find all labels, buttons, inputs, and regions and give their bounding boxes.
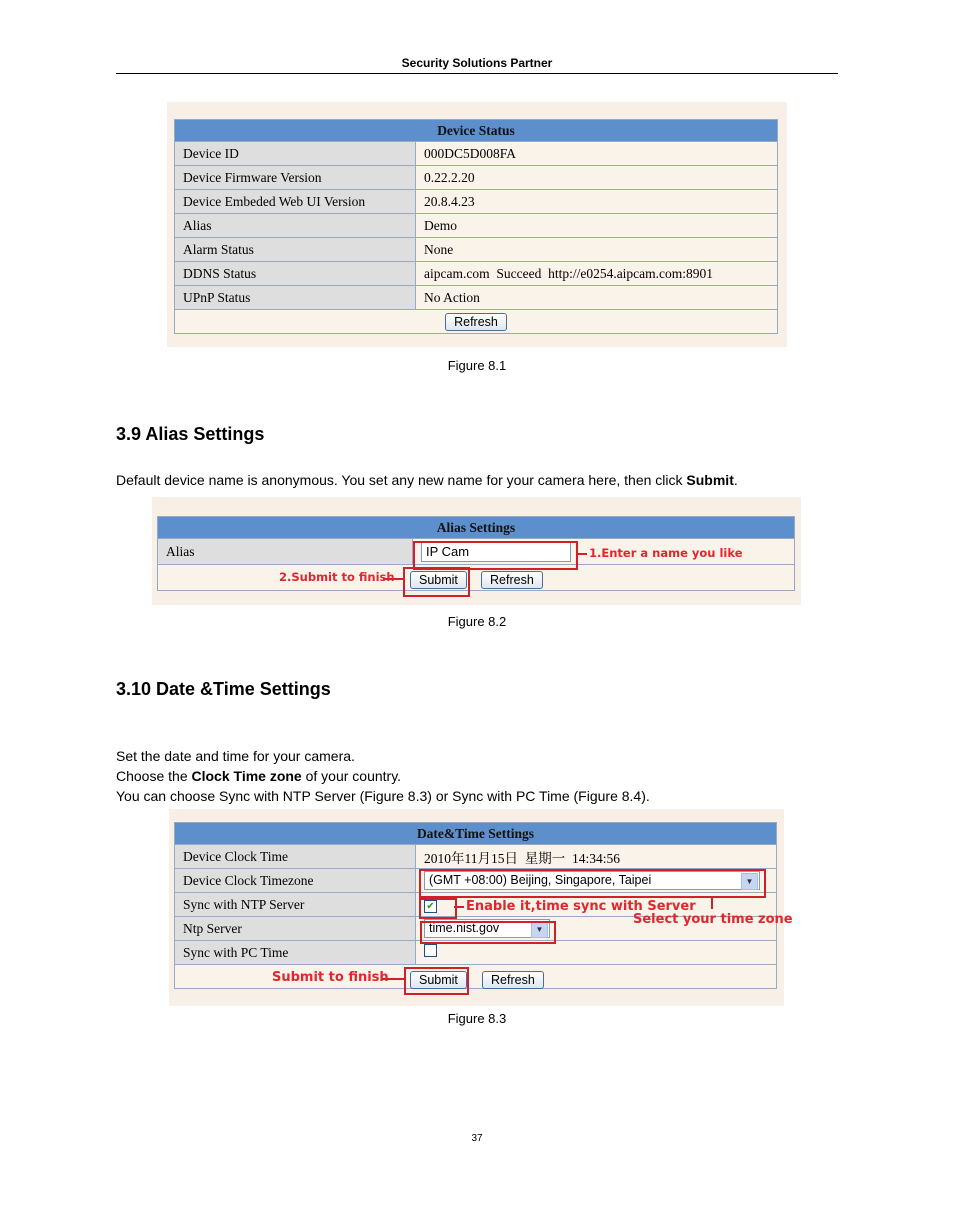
header-rule — [116, 73, 838, 74]
pc-sync-checkbox[interactable] — [424, 944, 437, 957]
table-row — [175, 238, 778, 262]
annotation-box — [419, 898, 457, 919]
section-line-3: You can choose Sync with NTP Server (Figure 8.3) or Sync with PC Time (Figure 8.4). — [116, 788, 650, 804]
annotation-box — [420, 921, 556, 944]
table-row — [175, 142, 778, 166]
timezone-selected-value: (GMT +08:00) Beijing, Singapore, Taipei — [429, 873, 652, 887]
alias-settings-title: Alias Settings — [158, 517, 795, 539]
annotation-line — [711, 897, 713, 909]
line-2-bold: Clock Time zone — [191, 768, 302, 784]
device-id-value: 000DC5D008FA — [416, 142, 778, 166]
section-paragraph — [116, 472, 738, 488]
upnp-status-value: No Action — [416, 286, 778, 310]
ntp-server-selected-value: time.nist.gov — [429, 921, 500, 935]
paragraph-bold-text: Submit — [686, 472, 734, 488]
firmware-version-label: Device Firmware Version — [175, 166, 416, 190]
alias-value: Demo — [416, 214, 778, 238]
annotation-enter-name: 1.Enter a name you like — [589, 546, 743, 560]
device-status-title: Device Status — [175, 120, 778, 142]
alias-input[interactable]: IP Cam — [421, 542, 571, 562]
clock-time-label: Device Clock Time — [175, 845, 416, 869]
table-row — [175, 190, 778, 214]
annotation-enable-sync: Enable it,time sync with Server — [466, 899, 696, 914]
submit-button[interactable]: Submit — [410, 971, 467, 989]
table-row — [175, 845, 777, 869]
device-id-label: Device ID — [175, 142, 416, 166]
upnp-status-label: UPnP Status — [175, 286, 416, 310]
table-row — [175, 166, 778, 190]
section-line-1: Set the date and time for your camera. — [116, 748, 355, 764]
chevron-down-icon[interactable]: ▼ — [531, 921, 548, 938]
firmware-version-value: 0.22.2.20 — [416, 166, 778, 190]
paragraph-text: Default device name is anonymous. You set any new name for your camera here, then click — [116, 472, 687, 488]
table-row — [175, 214, 778, 238]
annotation-box — [419, 869, 766, 898]
section-heading: 3.10 Date &Time Settings — [116, 679, 331, 699]
ntp-sync-checkbox[interactable]: ✔ — [424, 900, 437, 913]
submit-button[interactable]: Submit — [410, 571, 467, 589]
web-ui-version-label: Device Embeded Web UI Version — [175, 190, 416, 214]
annotation-box — [403, 567, 470, 597]
annotation-line — [454, 906, 464, 908]
section-line-2 — [116, 768, 401, 784]
annotation-box — [413, 541, 578, 570]
web-ui-version-value: 20.8.4.23 — [416, 190, 778, 214]
table-row — [175, 941, 777, 965]
alias-field-label: Alias — [158, 539, 413, 565]
alarm-status-label: Alarm Status — [175, 238, 416, 262]
page-header-title: Security Solutions Partner — [401, 56, 553, 70]
annotation-line — [577, 553, 587, 555]
page-number: 37 — [471, 1133, 483, 1144]
alarm-status-value: None — [416, 238, 778, 262]
table-row — [175, 286, 778, 310]
paragraph-suffix: . — [733, 472, 738, 488]
refresh-button[interactable]: Refresh — [445, 313, 507, 331]
annotation-box — [404, 967, 469, 995]
alias-label: Alias — [175, 214, 416, 238]
timezone-label: Device Clock Timezone — [175, 869, 416, 893]
device-status-table — [174, 119, 778, 334]
annotation-submit: Submit to finish — [272, 970, 389, 985]
refresh-button[interactable]: Refresh — [481, 571, 543, 589]
section-heading: 3.9 Alias Settings — [116, 424, 265, 444]
pc-sync-label: Sync with PC Time — [175, 941, 416, 965]
figure-caption: Figure 8.3 — [447, 1011, 507, 1026]
ddns-status-label: DDNS Status — [175, 262, 416, 286]
chevron-down-icon[interactable]: ▼ — [741, 873, 758, 890]
ntp-sync-label: Sync with NTP Server — [175, 893, 416, 917]
line-2-prefix: Choose the — [116, 768, 192, 784]
ddns-status-value: aipcam.com Succeed http://e0254.aipcam.com:8901 — [416, 262, 778, 286]
datetime-settings-title: Date&Time Settings — [175, 823, 777, 845]
annotation-submit: 2.Submit to finish — [279, 570, 395, 584]
ntp-server-label: Ntp Server — [175, 917, 416, 941]
figure-caption: Figure 8.1 — [447, 358, 507, 373]
clock-time-value: 2010年11月15日 星期一 14:34:56 — [416, 845, 777, 869]
refresh-button[interactable]: Refresh — [482, 971, 544, 989]
line-2-suffix: of your country. — [301, 768, 402, 784]
table-row — [175, 262, 778, 286]
annotation-timezone: Select your time zone — [633, 912, 793, 927]
figure-caption: Figure 8.2 — [447, 614, 507, 629]
